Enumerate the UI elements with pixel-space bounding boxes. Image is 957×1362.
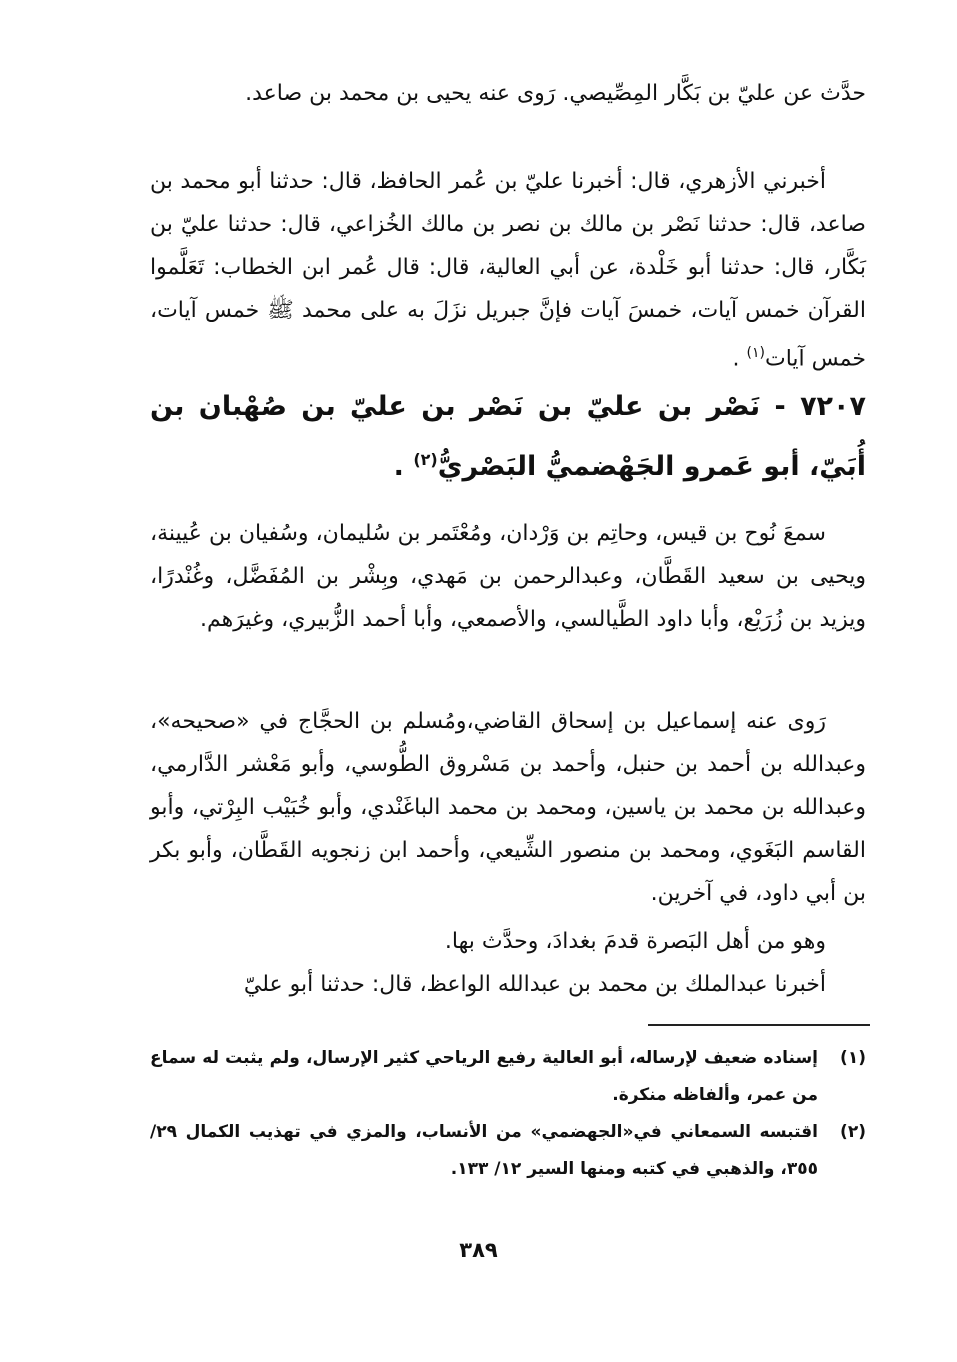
- entry-heading: [150, 380, 866, 493]
- paragraph-teachers: سمعَ نُوح بن قيس، وحاتِم بن وَرْدان، ومُعْتَمر بن سُليمان، وسُفيان بن عُيينة، ويحيى بن سعيد القَطَّان، وعبدالرحمن بن مَهدي، وبِشْر بن المُفَضَّل، وغُنْدرًا، ويزيد بن زُرَيْع، وأبا داود الطَّيالسي، والأصمعي، وأبا أحمد الزُّبيري، وغيرَهم.: [150, 521, 866, 632]
- paragraph-2-hadith: [150, 160, 866, 380]
- footnote-1: [150, 1040, 866, 1114]
- paragraph-origin: وهو من أهل البَصرة قدمَ بغدادَ، وحدَّث بها.: [444, 929, 826, 954]
- paragraph-1: حدَّث عن عليّ بن بَكَّار المِصِّيصي. رَوى عنه يحيى بن محمد بن صاعد.: [245, 81, 866, 106]
- footnote-2-text: اقتبسه السمعاني في«الجهضمي» من الأنساب، والمزي في تهذيب الكمال ٢٩/ ٣٥٥، والذهبي في كتبه ومنها السير ١٢/ ١٣٣.: [150, 1122, 818, 1179]
- paragraph-2-end: .: [732, 346, 747, 372]
- footnote-2-number: (٢): [840, 1122, 866, 1142]
- paragraph-2-text: أخبرني الأزهري، قال: أخبرنا عليّ بن عُمر الحافظ، قال: حدثنا أبو محمد بن صاعد، قال: حدثنا نَصْر بن مالك بن نصر بن مالك الخُزاعي، قال: حدثنا عليّ بن بَكَّار، قال: حدثنا أبو خَلْدة، عن أبي العالية، قال: قال عُمر ابن الخطاب: تَعَلَّموا القرآن خمس آيات، خمسَ آيات فإنَّ جبريل نزَلَ به على محمد ﷺ خمس آيات، خمس آيات: [150, 169, 866, 372]
- page-number: ٣٨٩: [459, 1238, 498, 1262]
- footnote-ref-2: (٢): [413, 450, 438, 469]
- footnote-2: [150, 1114, 866, 1188]
- footnote-ref-1: (١): [746, 345, 765, 361]
- entry-heading-text: ٧٢٠٧ - نَصْر بن عليّ بن نَصْر بن عليّ بن صُهْبان بن أُبَيّ، أبو عَمرو الجَهْضميُّ البَصْريُّ: [150, 391, 866, 482]
- footnote-divider: [648, 1024, 870, 1026]
- footnote-1-text: إسناده ضعيف لإرساله، أبو العالية رفيع الرياحي كثير الإرسال، ولم يثبت له سماع من عمر، وألفاظه منكرة.: [150, 1048, 818, 1105]
- entry-heading-end: .: [393, 451, 414, 482]
- paragraph-students: رَوى عنه إسماعيل بن إسحاق القاضي،ومُسلم بن الحجَّاج في «صحيحه»، وعبدالله بن أحمد بن حنبل، وأحمد بن مَسْروق الطُّوسي، وأبو مَعْشر الدَّارمي، وعبدالله بن محمد بن ياسين، ومحمد بن محمد الباغَنْدي، وأبو خُبَيْب البِرْتي، وأبو القاسم البَغَوي، ومحمد بن منصور الشِّيعي، وأحمد ابن زنجويه القَطَّان، وأبو بكر بن أبي داود، في آخرين.: [150, 709, 866, 906]
- paragraph-chain: أخبرنا عبدالملك بن محمد بن عبدالله الواعظ، قال: حدثنا أبو عليّ: [243, 972, 826, 997]
- footnote-1-number: (١): [840, 1048, 866, 1068]
- footnotes: [150, 1040, 866, 1188]
